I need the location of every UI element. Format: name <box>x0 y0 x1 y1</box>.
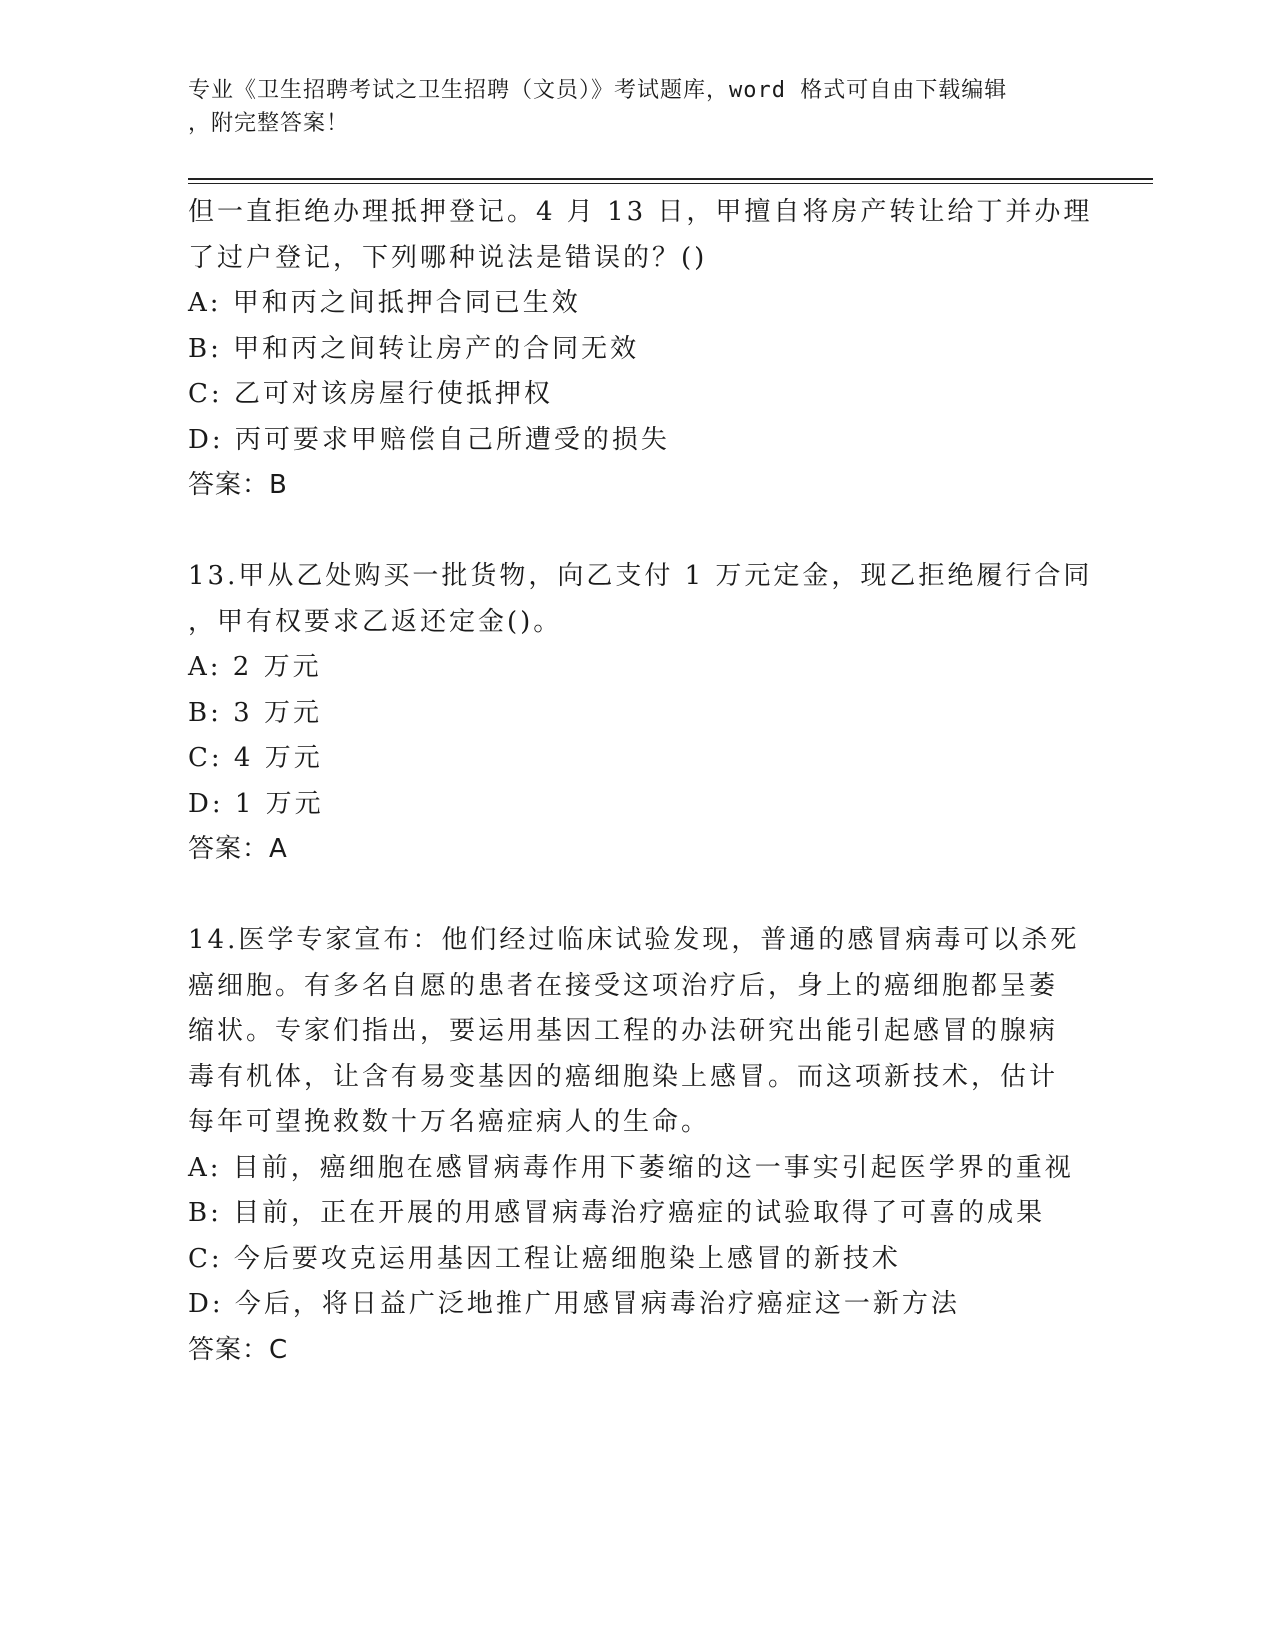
spacer <box>188 873 1088 919</box>
spacer <box>188 509 1088 555</box>
question-13 <box>188 554 1093 873</box>
question-text-line: 每年可望挽救数十万名癌症病人的生命。 <box>188 1107 711 1137</box>
option-c: C: 今后要攻克运用基因工程让癌细胞染上感冒的新技术 <box>188 1243 901 1274</box>
question-14 <box>188 918 1088 1373</box>
question-text-line: 毒有机体，让含有易变基因的癌细胞染上感冒。而这项新技术，估计 <box>188 1061 1059 1092</box>
question-text-line: 了过户登记，下列哪种说法是错误的？() <box>188 242 708 273</box>
question-text-line: 缩状。专家们指出，要运用基因工程的办法研究出能引起感冒的腺病 <box>188 1016 1059 1046</box>
question-text-line: 但一直拒绝办理抵押登记。4 月 13 日，甲擅自将房产转让给丁并办理 <box>188 197 1093 227</box>
option-c: C: 4 万元 <box>188 743 323 773</box>
option-a: A: 2 万元 <box>188 652 322 682</box>
header-line-1: 专业《卫生招聘考试之卫生招聘（文员）》考试题库，word 格式可自由下载编辑 <box>188 78 1008 103</box>
option-b: B: 3 万元 <box>188 697 322 728</box>
option-b: B: 甲和丙之间转让房产的合同无效 <box>188 333 640 364</box>
option-c: C: 乙可对该房屋行使抵押权 <box>188 379 553 409</box>
question-12 <box>188 190 1093 509</box>
option-a: A: 目前，癌细胞在感冒病毒作用下萎缩的这一事实引起医学界的重视 <box>188 1152 1074 1183</box>
option-a: A: 甲和丙之间抵押合同已生效 <box>188 288 581 318</box>
option-b: B: 目前，正在开展的用感冒病毒治疗癌症的试验取得了可喜的成果 <box>188 1198 1046 1228</box>
document-body <box>188 190 1093 1373</box>
answer: 答案：A <box>188 834 288 864</box>
question-text-line: 14.医学专家宣布：他们经过临床试验发现，普通的感冒病毒可以杀死 <box>188 925 1080 955</box>
header-divider-thin <box>188 183 1153 184</box>
option-d: D: 今后，将日益广泛地推广用感冒病毒治疗癌症这一新方法 <box>188 1289 960 1319</box>
option-d: D: 1 万元 <box>188 788 324 819</box>
page-header <box>188 74 1088 140</box>
question-text-line: 癌细胞。有多名自愿的患者在接受这项治疗后，身上的癌细胞都呈萎 <box>188 970 1059 1001</box>
header-divider-thick <box>188 178 1153 180</box>
answer: 答案：B <box>188 470 288 500</box>
option-d: D: 丙可要求甲赔偿自己所遭受的损失 <box>188 424 670 455</box>
question-text-line: ，甲有权要求乙返还定金()。 <box>188 606 563 637</box>
header-line-2: ，附完整答案！ <box>188 111 350 136</box>
question-text-line: 13.甲从乙处购买一批货物，向乙支付 1 万元定金，现乙拒绝履行合同 <box>188 561 1093 591</box>
answer: 答案：C <box>188 1334 289 1365</box>
